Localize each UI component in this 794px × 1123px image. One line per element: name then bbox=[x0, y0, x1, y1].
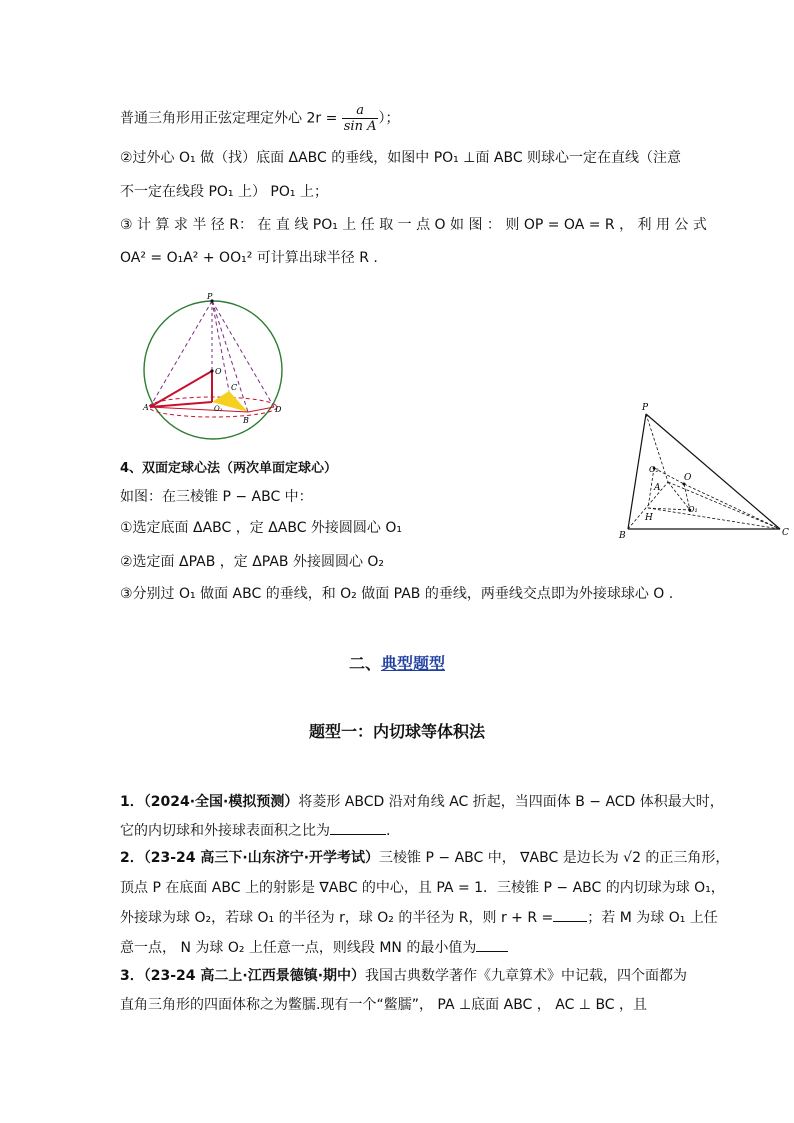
sine-rule-prefix: 普通三角形用正弦定理定外心 2r = bbox=[120, 110, 342, 127]
problem-1-text: 将菱形 ABCD 沿对角线 AC 折起，当四面体 B − ACD 体积最大时， bbox=[298, 794, 724, 810]
label-A: A bbox=[143, 403, 149, 412]
label-O1: O₁ bbox=[214, 405, 223, 413]
edge-PB bbox=[628, 414, 646, 529]
problem-2-text-3b: ；若 M 为球 O₁ 上任 bbox=[587, 910, 718, 926]
edge-PD bbox=[212, 301, 274, 407]
problem-1-line-1 bbox=[120, 792, 724, 812]
problem-1-line-2 bbox=[120, 820, 390, 841]
heading-prefix: 二、 bbox=[348, 654, 381, 673]
problem-1-source: （2024·全国·模拟预测） bbox=[143, 794, 299, 810]
heading-typical-problems bbox=[0, 651, 794, 674]
text-line-step2-cont: 不一定在线段 PO₁ 上） PO₁ 上； bbox=[120, 184, 328, 200]
edge-PC bbox=[646, 414, 780, 529]
problem-2-line-4 bbox=[120, 937, 508, 958]
text-line-step3: ③ 计 算 求 半 径 R： 在 直 线 PO₁ 上 任 取 一 点 O 如 图 ： 则 OP = OA = R ， 利 用 公 式 bbox=[120, 217, 707, 233]
problem-2-line-1 bbox=[120, 848, 729, 868]
point-O bbox=[210, 369, 213, 372]
answer-blank-3[interactable] bbox=[476, 937, 508, 952]
text-line-sine-rule bbox=[120, 103, 399, 134]
section-4-step2: ②选定面 ΔPAB ，定 ΔPAB 外接圆圆心 O₂ bbox=[120, 554, 385, 570]
answer-blank-2[interactable] bbox=[553, 907, 587, 922]
problem-2-line-3 bbox=[120, 907, 718, 928]
section-4-intro: 如图：在三棱锥 P − ABC 中： bbox=[120, 489, 313, 505]
problem-2-source: （23-24 高三下·山东济宁·开学考试） bbox=[143, 850, 380, 866]
pyramid-figure-2 bbox=[612, 398, 794, 542]
label-O2: O₂ bbox=[649, 465, 659, 474]
problem-2-text-4: 意一点， N 为球 O₂ 上任意一点，则线段 MN 的最小值为 bbox=[120, 940, 477, 956]
segment-O-C bbox=[684, 484, 780, 529]
text-line-step2: ②过外心 O₁ 做（找）底面 ΔABC 的垂线，如图中 PO₁ ⊥面 ABC 则球心一定在直线（注意 bbox=[120, 150, 682, 166]
section-4-title: 4、双面定球心法（两次单面定球心） bbox=[120, 461, 338, 476]
fraction-numerator: a bbox=[342, 103, 379, 119]
section-4-step1: ①选定底面 ΔABC ，定 ΔABC 外接圆圆心 O₁ bbox=[120, 520, 403, 536]
label-P: P bbox=[642, 403, 649, 413]
problem-2-number: 2． bbox=[120, 850, 144, 866]
problem-2-line-2: 顶点 P 在底面 ABC 上的射影是 ∇ABC 的中心，且 PA = 1．三棱锥 P − ABC 的内切球为球 O₁， bbox=[120, 880, 725, 896]
problem-3-line-2: 直角三角形的四面体称之为鳖臑.现有一个“鳖臑”， PA ⊥底面 ABC ， AC ⊥ BC ，且 bbox=[120, 997, 648, 1013]
label-O: O bbox=[215, 367, 222, 376]
problem-2-text: 三棱锥 P − ABC 中， ∇ABC 是边长为 √2 的正三角形， bbox=[379, 850, 730, 866]
problem-3-number: 3． bbox=[120, 968, 144, 984]
edge-PA bbox=[150, 301, 212, 407]
sine-rule-suffix: ）； bbox=[378, 110, 400, 127]
label-B: B bbox=[619, 531, 626, 541]
label-H: H bbox=[645, 513, 653, 523]
edge-PC bbox=[212, 301, 229, 391]
text-line-formula: OA² = O₁A² + OO₁² 可计算出球半径 R . bbox=[120, 250, 378, 266]
answer-blank-1[interactable] bbox=[330, 820, 386, 835]
label-O: O bbox=[684, 473, 692, 483]
label-C: C bbox=[782, 528, 789, 538]
label-A: A bbox=[654, 483, 661, 493]
problem-1-text-2: 它的内切球和外接球表面积之比为 bbox=[120, 823, 330, 839]
sphere-figure-1 bbox=[140, 292, 290, 444]
label-B: B bbox=[243, 416, 249, 425]
heading-problem-type-1: 题型一：内切球等体积法 bbox=[308, 722, 485, 741]
label-P: P bbox=[207, 292, 213, 301]
problem-3-source: （23-24 高二上·江西景德镇·期中） bbox=[143, 968, 366, 984]
fraction-denominator: sin A bbox=[343, 119, 377, 134]
heading-link-typical-problems[interactable]: 典型题型 bbox=[381, 654, 446, 673]
radius-OA bbox=[150, 371, 212, 407]
problem-3-text: 我国古典数学著作《九章算术》中记载，四个面都为 bbox=[365, 968, 688, 984]
problem-1-number: 1． bbox=[120, 794, 144, 810]
problem-3-line-1 bbox=[120, 966, 687, 986]
fraction-a-over-sinA bbox=[342, 103, 379, 134]
label-C: C bbox=[231, 383, 238, 392]
section-4-step3: ③分别过 O₁ 做面 ABC 的垂线，和 O₂ 做面 PAB 的垂线，两垂线交点即为外接球球心 O . bbox=[120, 586, 674, 602]
problem-1-period: . bbox=[386, 823, 391, 839]
label-O1: O₁ bbox=[688, 505, 698, 514]
label-D: D bbox=[275, 405, 282, 414]
problem-2-text-3a: 外接球为球 O₂，若球 O₁ 的半径为 r，球 O₂ 的半径为 R，则 r + R = bbox=[120, 910, 554, 926]
median-HC bbox=[648, 508, 780, 529]
